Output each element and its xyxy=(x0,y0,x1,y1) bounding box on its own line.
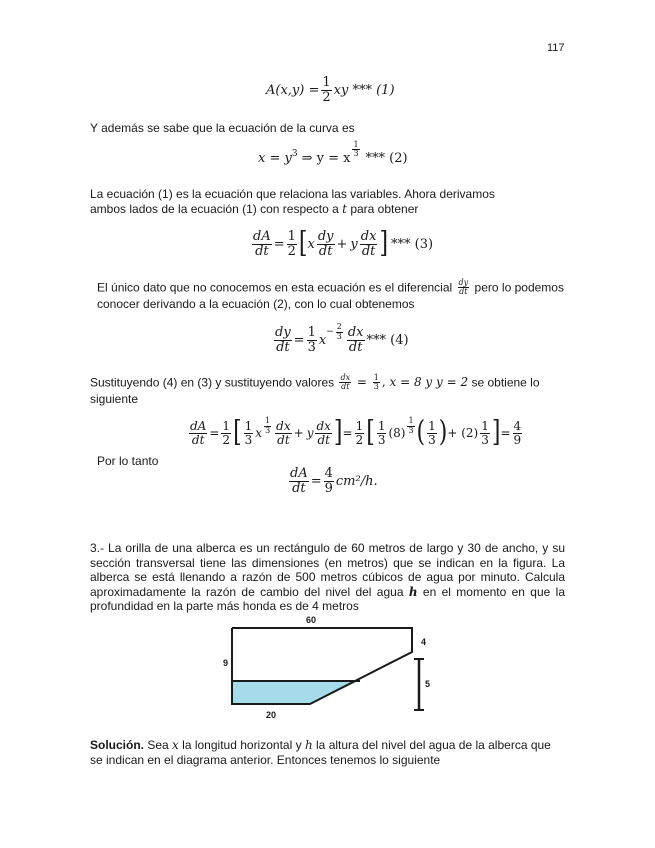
label-drop-5: 5 xyxy=(425,679,431,689)
equation-3: $\frac{dA}{dt}$ = $\frac{1}{2}$ [ x $\frac{dy}{dt}$ + y $\frac{dx}{dt}$ ] *** (3) xyxy=(253,227,434,260)
equation-6: $\frac{dA}{dt}$ = $\frac{4}{9}$ cm²/h. xyxy=(290,466,378,496)
equation-5: $\frac{dA}{dt}$ = $\frac{1}{2}$ [ $\frac{1}{3}$ x $\frac{1}{3}$ $\frac{dx}{dt}$ + y $\frac{dx}{dt}$ ] = $\frac{1}{2}$ [ $\frac{1}{3}$ (8) $\frac{1}{3}$ ( $\frac{1}{3}$ ) + (2) $\frac{1}{3}$ ] = $\frac{4}{9}$ xyxy=(190,416,522,449)
water-region xyxy=(232,681,359,704)
solution-label: Solución. xyxy=(90,738,144,752)
paragraph-curve-intro: Y además se sabe que la ecuación de la curva es xyxy=(90,121,355,135)
solution-paragraph: Solución. Sea x la longitud horizontal y h la altura del nivel del agua de la alberca que se indican en el diagrama anterior. Entonces tenemos lo siguiente xyxy=(90,738,551,767)
label-shallow-4: 4 xyxy=(421,637,427,647)
page-number: 117 xyxy=(547,42,565,54)
problem-3-statement: 3.- La orilla de una alberca es un rectángulo de 60 metros de largo y 30 de ancho, y su sección transversal tiene las dimensiones (en metros) que se indican en la figura. La alberca se está llenando a razón de 500 metros cúbicos de agua por minuto. Calcula aproximadamente la razón de cambio del nivel del agua h en el momento en que la profundidad en la parte más honda es de 4 metros xyxy=(90,541,565,613)
equation-1: A(x,y) = $\frac{1}{2}$ xy *** (1) xyxy=(266,75,395,105)
exponent-fraction: $\frac{1}{3}$ xyxy=(353,140,359,159)
paragraph-substitute: Sustituyendo (4) en (3) y sustituyendo valores $\frac{dx}{dt}$ = $\frac{1}{3}$ , x = 8 y y = 2 se obtiene lo siguiente xyxy=(90,373,540,406)
pool-cross-section-diagram xyxy=(200,612,460,720)
label-bottom-20: 20 xyxy=(266,710,277,720)
paragraph-differential: El único dato que no conocemos en esta ecuación es el diferencial $\frac{dy}{dt}$ pero lo podemos conocer derivando a la ecuación (2), con lo cual obtenemos xyxy=(97,278,564,311)
label-length-60: 60 xyxy=(306,615,317,625)
paragraph-derive: La ecuación (1) es la ecuación que relaciona las variables. Ahora derivamos ambos lados de la ecuación (1) con respecto a t para obtener xyxy=(90,187,495,216)
equation-2: x = y $^3$ ⇒ y = x $\frac{1}{3}$ *** (2) xyxy=(258,140,408,167)
label-depth-9: 9 xyxy=(223,658,229,668)
paragraph-therefore: Por lo tanto xyxy=(97,454,159,468)
equation-4: $\frac{dy}{dt}$ = $\frac{1}{3}$ x − $\frac{2}{3}$ $\frac{dx}{dt}$ *** (4) xyxy=(275,322,409,355)
fraction: $\frac{1}{2}$ xyxy=(322,75,331,105)
